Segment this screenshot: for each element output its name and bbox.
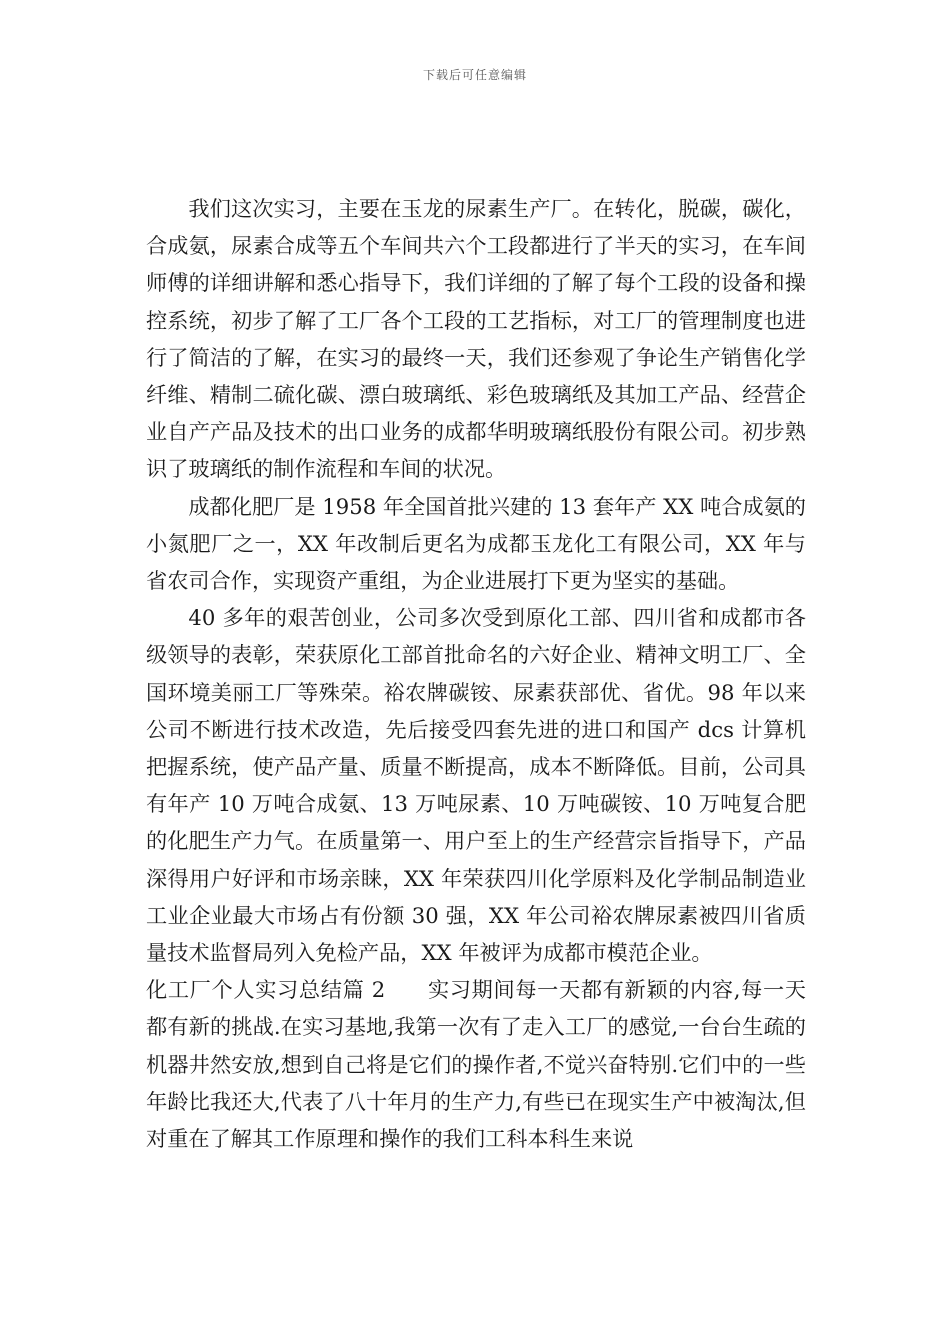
page-header-note: 下载后可任意编辑	[422, 68, 527, 82]
paragraph-company-history: 成都化肥厂是 1958 年全国首批兴建的 13 套年产 XX 吨合成氨的小氮肥厂之一，XX 年改制后更名为成都玉龙化工有限公司，XX 年与省农司合作，实现资产重组，为企业进展打下更为坚实的基础。	[146, 493, 806, 594]
section-text: 实习期间每一天都有新颖的内容,每一天都有新的挑战.在实习基地,我第一次有了走入工厂的感觉,一台台生疏的机器井然安放,想到自己将是它们的操作者,不觉兴奋特别.它们中的一些年龄比我还大,代表了八十年月的生产力,有些已在现实生产中被淘汰,但对重在了解其工作原理和操作的我们工科本科生来说	[146, 977, 806, 1152]
section-paragraph	[146, 971, 806, 1157]
section-heading: 化工厂个人实习总结篇 2	[146, 977, 386, 1003]
paragraph-internship-overview: 我们这次实习，主要在玉龙的尿素生产厂。在转化，脱碳，碳化，合成氨，尿素合成等五个车间共六个工段都进行了半天的实习，在车间师傅的详细讲解和悉心指导下，我们详细的了解了每个工段的设备和操控系统，初步了解了工厂各个工段的工艺指标，对工厂的管理制度也进行了简洁的了解，在实习的最终一天，我们还参观了争论生产销售化学纤维、精制二硫化碳、漂白玻璃纸、彩色玻璃纸及其加工产品、经营企业自产产品及技术的出口业务的成都华明玻璃纸股份有限公司。初步熟识了玻璃纸的制作流程和车间的状况。	[146, 196, 806, 482]
paragraph-company-achievements: 40 多年的艰苦创业，公司多次受到原化工部、四川省和成都市各级领导的表彰，荣获原化工部首批命名的六好企业、精神文明工厂、全国环境美丽工厂等殊荣。裕农牌碳铵、尿素获部优、省优。98 年以来公司不断进行技术改造，先后接受四套先进的进口和国产 dcs 计算机把握系统，使产品产量、质量不断提高，成本不断降低。目前，公司具有年产 10 万吨合成氨、13 万吨尿素、10 万吨碳铵、10 万吨复合肥的化肥生产力气。在质量第一、用户至上的生产经营宗旨指导下，产品深得用户好评和市场亲睐，XX 年荣获四川化学原料及化学制品制造业工业企业最大市场占有份额 30 强，XX 年公司裕农牌尿素被四川省质量技术监督局列入免检产品，XX 年被评为成都市模范企业。	[146, 605, 806, 966]
document-body	[146, 190, 806, 1157]
